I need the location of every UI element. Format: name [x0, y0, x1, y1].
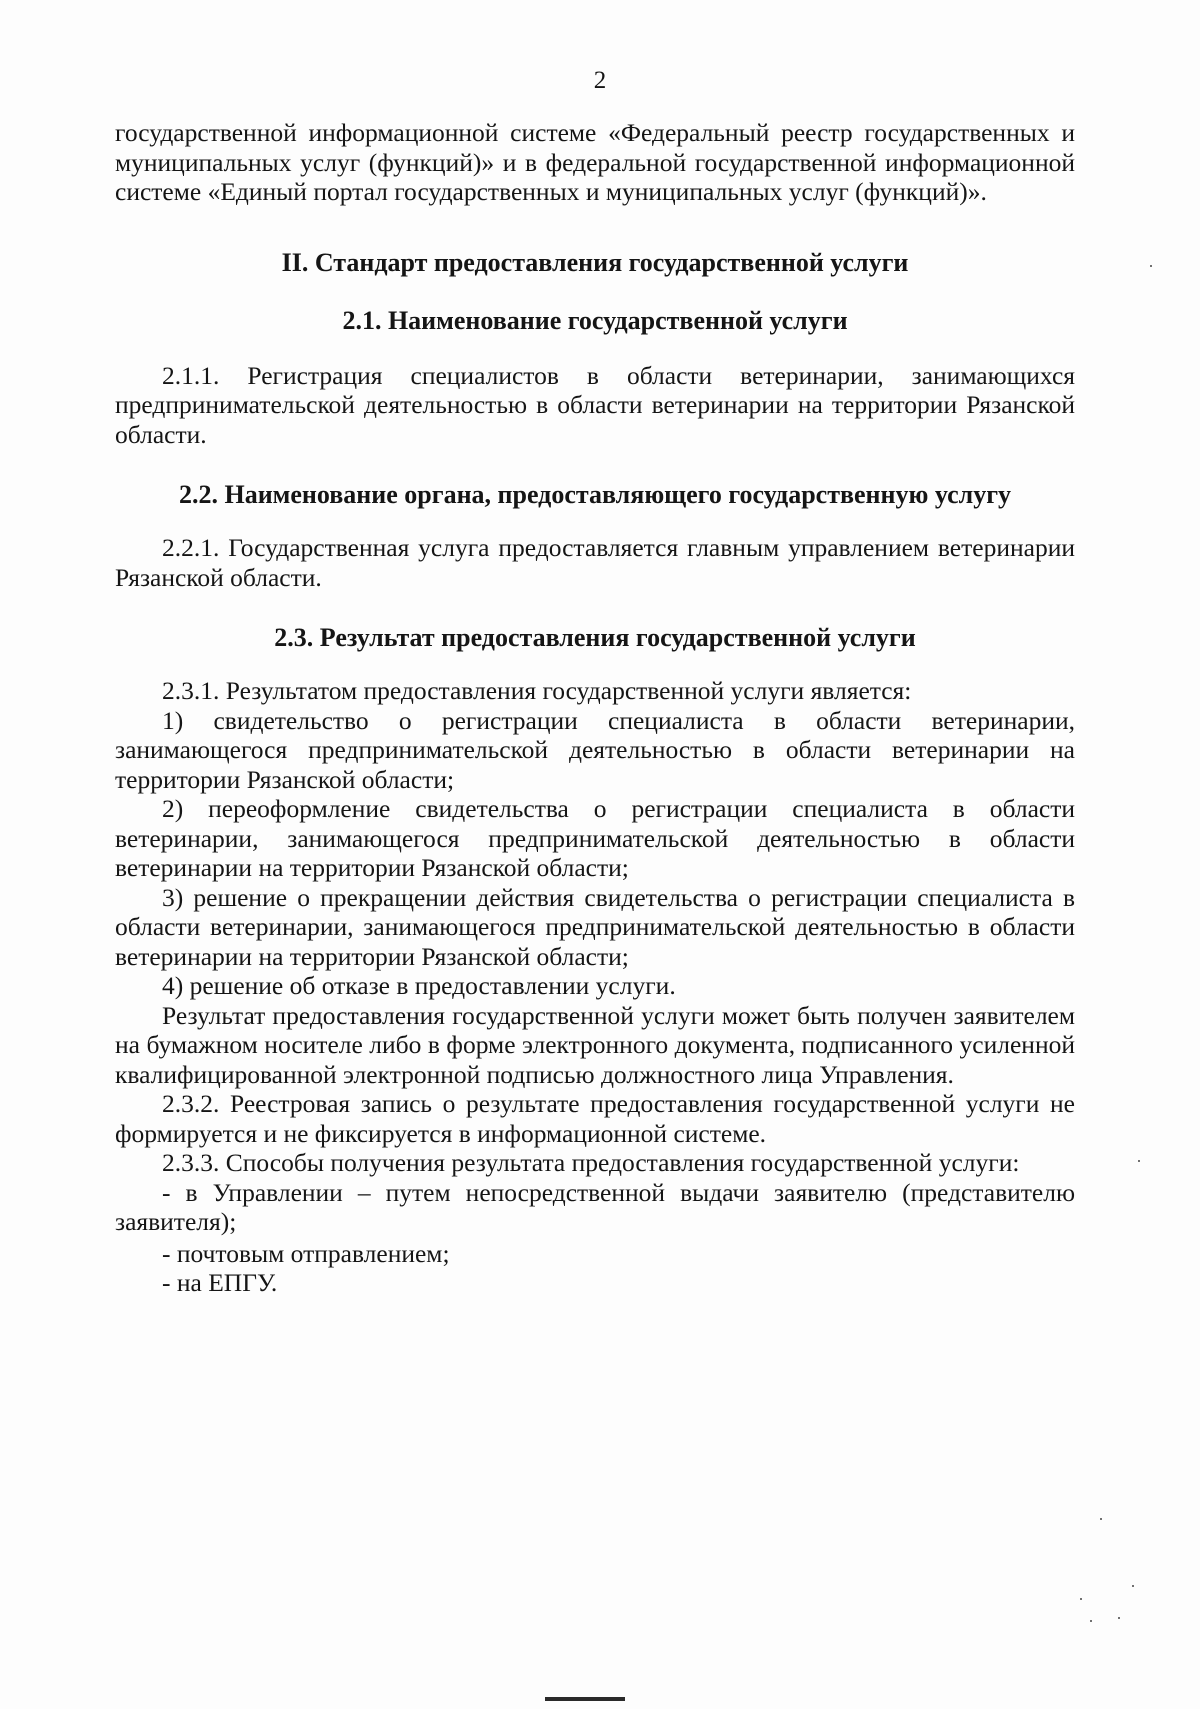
scan-speck	[1150, 265, 1152, 267]
scan-speck	[1118, 1617, 1120, 1619]
scan-speck	[1080, 1598, 1082, 1600]
paragraph-2-3-1: 2.3.1. Результатом предоставления государственной услуги является:	[162, 676, 912, 705]
paragraph-2-3-2: 2.3.2. Реестровая запись о результате предоставления государственной услуги не формируется и не фиксируется в информационной системе.	[115, 1089, 1075, 1148]
paragraph-2-3-3: 2.3.3. Способы получения результата предоставления государственной услуги:	[162, 1148, 1020, 1177]
scan-speck	[1090, 1620, 1092, 1622]
delivery-way-3: - на ЕПГУ.	[162, 1268, 278, 1297]
scan-footer-mark	[545, 1697, 625, 1701]
paragraph-2-1-1: 2.1.1. Регистрация специалистов в области ветеринарии, занимающихся предпринимательской деятельностью в области ветеринарии на территории Рязанской области.	[115, 360, 1075, 449]
intro-paragraph: государственной информационной системе «Федеральный реестр государственных и муниципальных услуг (функций)» и в федеральной государственной информационной системе «Единый портал государственных и муниципальных услуг (функций)».	[115, 118, 1075, 206]
result-item-4: 4) решение об отказе в предоставлении услуги.	[162, 971, 676, 1000]
page-number: 2	[593, 67, 607, 94]
delivery-way-1: - в Управлении – путем непосредственной выдачи заявителю (представителю заявителя);	[115, 1177, 1075, 1236]
scan-speck	[1100, 1518, 1102, 1520]
result-item-3: 3) решение о прекращении действия свидетельства о регистрации специалиста в области ветеринарии, занимающегося предпринимательской деятельностью в области ветеринарии на территории Рязанской области;	[115, 882, 1075, 971]
result-item-2: 2) переоформление свидетельства о регистрации специалиста в области ветеринарии, занимающегося предпринимательской деятельностью в области ветеринарии на территории Рязанской области;	[115, 794, 1075, 882]
section-heading: II. Стандарт предоставления государственной услуги	[281, 247, 909, 277]
delivery-way-2: - почтовым отправлением;	[162, 1238, 450, 1268]
paragraph-result: Результат предоставления государственной услуги может быть получен заявителем на бумажном носителе либо в форме электронного документа, подписанного усиленной квалифицированной электронной подписью должностного лица Управления.	[115, 1000, 1075, 1089]
heading-2-2: 2.2. Наименование органа, предоставляющего государственную услугу	[178, 480, 1012, 509]
scan-speck	[1138, 1160, 1140, 1162]
result-item-1: 1) свидетельство о регистрации специалиста в области ветеринарии, занимающегося предпринимательской деятельностью в области ветеринарии на территории Рязанской области;	[115, 705, 1075, 794]
paragraph-2-2-1: 2.2.1. Государственная услуга предоставляется главным управлением ветеринарии Рязанской области.	[115, 533, 1075, 592]
scan-speck	[1132, 1585, 1134, 1587]
heading-2-3: 2.3. Результат предоставления государственной услуги	[274, 623, 916, 652]
document-body	[115, 118, 1075, 1298]
heading-2-1: 2.1. Наименование государственной услуги	[342, 305, 848, 335]
